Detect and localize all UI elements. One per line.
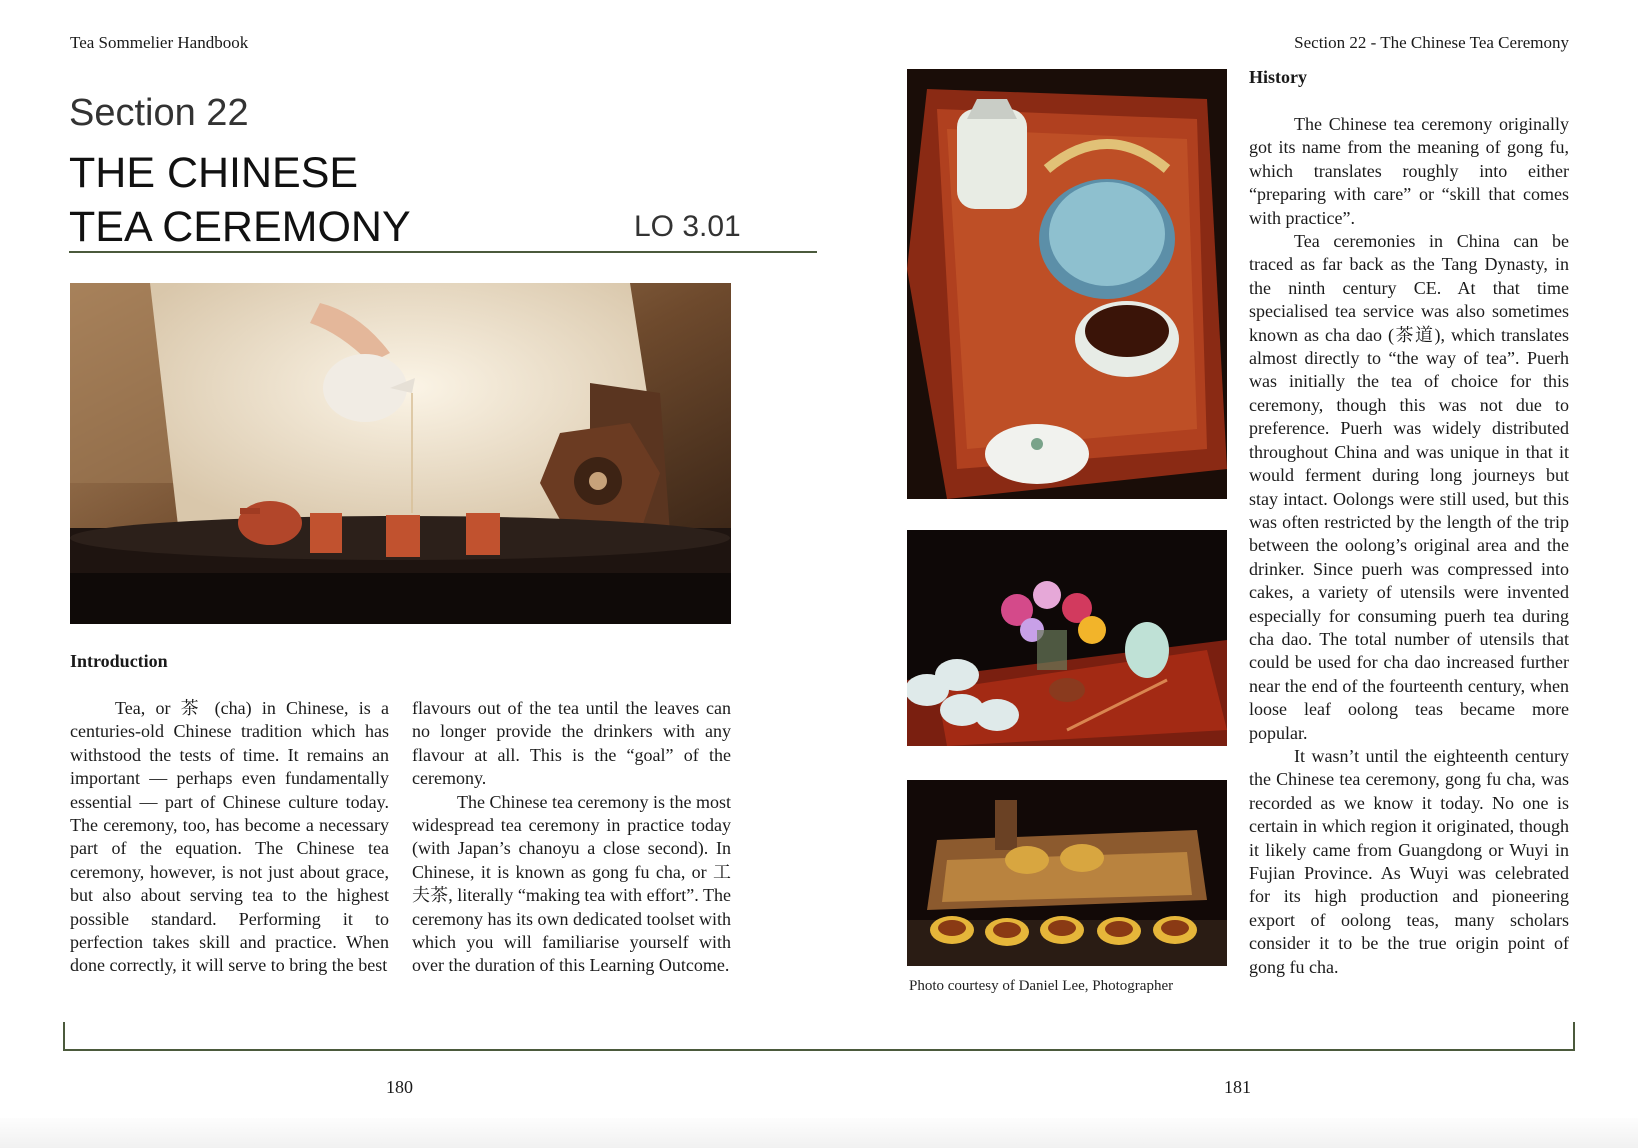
frame-right-edge [1573, 1022, 1575, 1051]
photo-flowers-tea-set [907, 530, 1227, 746]
introduction-paragraph-2: The Chinese tea ceremony is the most widespread tea ceremony in practice today (with Japan’s chanoyu a close second). In Chinese, it is known as gong fu cha, or 工夫茶, literally “making tea with effort”. The ceremony has its own dedicated toolset with which you will familiarise yourself with over the duration of this Learning Outcome. [412, 791, 731, 976]
photo-teapot-tray [907, 69, 1227, 499]
history-paragraph-3: It wasn’t until the eighteenth century the Chinese tea ceremony, gong fu cha, was recorded as we know it today. No one is certain in which region it originated, though it likely came from Guangdong or Wuyi in Fujian Province. As Wuyi was celebrated for its high production and pioneering export of oolong teas, many scholars consider it to be the true origin point of gong fu cha. [1249, 745, 1569, 977]
history-paragraph-2: Tea ceremonies in China can be traced as far back as the Tang Dynasty, in the ninth century CE. At that time specialised tea service was also sometimes known as cha dao (茶道), which translates almost directly to “the way of tea”. Puerh was initially the tea of choice for this ceremony, though this was not due to preference. Puerh was widely distributed throughout China and was unique in that it would ferment during long journeys but stay intact. Oolongs were still used, but this was often restricted by the length of the trip between the oolong’s original area and the drinker. Since puerh was compressed into cakes, a variety of utensils were invented especially for consuming puerh tea during cha dao. The total number of utensils that could be used for cha dao increased further near the end of the fourteenth century, when loose leaf oolong teas became more popular. [1249, 231, 1569, 743]
page-number-right: 181 [1224, 1077, 1251, 1097]
page-number-left: 180 [386, 1077, 413, 1097]
introduction-paragraph-1: Tea, or 茶 (cha) in Chinese, is a centuries-old Chinese tradition which has withstood the tests of time. It remains an important — perhaps even fundamentally essential — part of Chinese culture today. The ceremony, too, has become a necessary part of the equation. The Chinese tea ceremony, however, is not just about grace, but also about serving tea to the highest possible standard. Performing it to perfection takes skill and practice. When done correctly, it will serve to bring the best [70, 698, 389, 976]
history-paragraph-1: The Chinese tea ceremony originally got its name from the meaning of gong fu, which translates roughly into either “preparing with care” or “skill that comes with practice”. [1249, 114, 1569, 228]
history-column [1249, 113, 1569, 979]
history-heading: History [1249, 67, 1307, 87]
introduction-paragraph-1-continued: flavours out of the tea until the leaves can no longer provide the drinkers with any flavour at all. This is the “goal” of the ceremony. [412, 698, 731, 789]
viewer-bottom-shade [0, 1118, 1638, 1148]
running-header-left: Tea Sommelier Handbook [70, 33, 249, 52]
learning-outcome-label: LO 3.01 [634, 210, 741, 243]
section-title-line-2: TEA CEREMONY [69, 203, 411, 251]
photo-tea-pouring [70, 283, 731, 624]
running-header-right: Section 22 - The Chinese Tea Ceremony [1294, 33, 1569, 52]
section-title-line-1: THE CHINESE [69, 149, 359, 197]
section-label: Section 22 [69, 92, 249, 134]
section-title [69, 146, 411, 254]
introduction-column-1 [70, 697, 389, 978]
frame-left-edge [63, 1022, 65, 1051]
introduction-column-2 [412, 697, 731, 978]
title-divider [69, 251, 817, 253]
photo-caption: Photo courtesy of Daniel Lee, Photographer [909, 978, 1174, 994]
introduction-heading: Introduction [70, 651, 168, 671]
photo-gongfu-tray [907, 780, 1227, 966]
frame-bottom-rule [63, 1049, 1575, 1051]
